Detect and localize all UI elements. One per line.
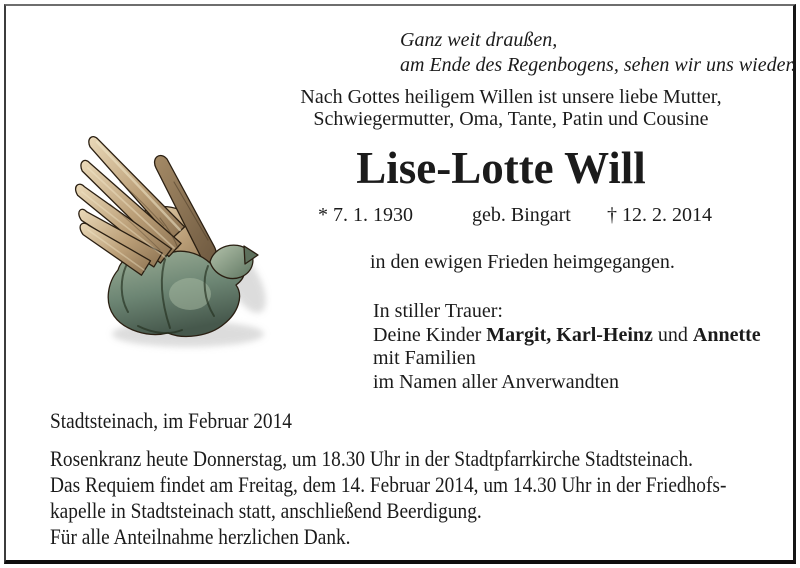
epigraph-line1: Ganz weit draußen, [400, 29, 558, 51]
children-prefix: Deine Kinder [373, 323, 487, 346]
intro-line2: Schwiegermutter, Oma, Tante, Patin und Cousine [313, 108, 709, 130]
children-names-2: Annette [692, 323, 761, 346]
place-date-text: Stadtsteinach, im Februar 2014 [50, 408, 292, 433]
announcements-block [50, 446, 800, 550]
mourning-children-line [373, 324, 761, 348]
intro-line1: Nach Gottes heiligem Willen ist unsere liebe Mutter, [300, 86, 722, 108]
mourning-relatives-line: im Namen aller Anverwandten [373, 370, 620, 393]
death-date: † 12. 2. 2014 [607, 204, 712, 226]
announcement-line: Rosenkranz heute Donnerstag, um 18.30 Uhr in der Stadtpfarrkirche Stadtsteinach. [50, 446, 694, 471]
passing-line: in den ewigen Frieden heimgegangen. [370, 251, 675, 273]
praying-hands-image [62, 130, 272, 360]
intro-text [280, 86, 742, 130]
mourning-block [373, 300, 761, 394]
children-connector: und [652, 323, 693, 346]
announcement-line: Für alle Anteilnahme herzlichen Dank. [50, 524, 351, 549]
children-names-1: Margit, Karl-Heinz [486, 323, 653, 346]
place-date [50, 409, 325, 433]
deceased-name: Lise-Lotte Will [356, 143, 646, 193]
epigraph [400, 28, 796, 78]
mourning-heading: In stiller Trauer: [373, 300, 503, 322]
birth-date: * 7. 1. 1930 [318, 204, 413, 226]
announcement-line: kapelle in Stadtsteinach statt, anschließend Beerdigung. [50, 498, 482, 523]
epigraph-line2: am Ende des Regenbogens, sehen wir uns wieder. [400, 54, 797, 76]
mourning-families-line: mit Familien [373, 347, 476, 369]
announcement-line: Das Requiem findet am Freitag, dem 14. Februar 2014, um 14.30 Uhr in der Friedhofs- [50, 472, 727, 497]
maiden-name: geb. Bingart [472, 204, 571, 226]
